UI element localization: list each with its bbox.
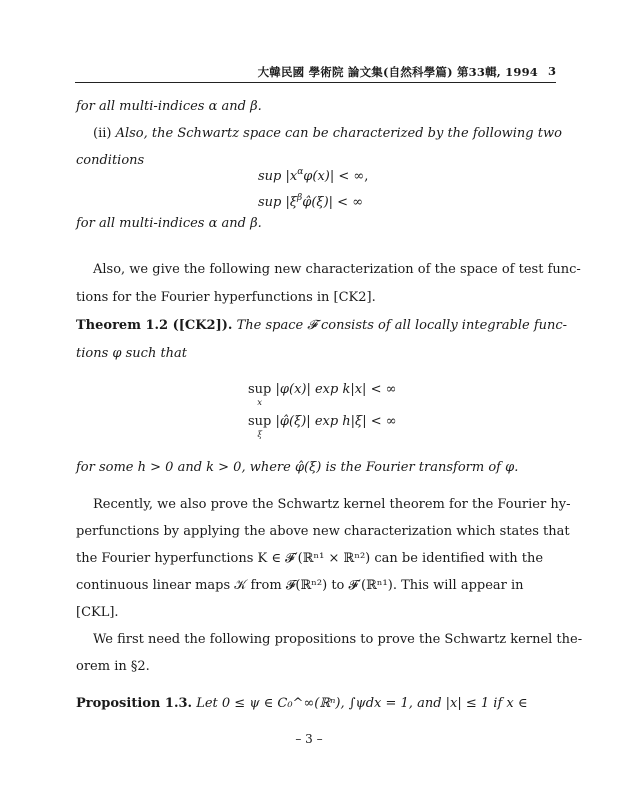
equation-3: sup x |φ(x)| exp k|x| < ∞	[248, 382, 397, 408]
text-line: [CKL].	[76, 605, 119, 620]
text-line: for all multi-indices α and β.	[76, 216, 262, 231]
text-line: Recently, we also prove the Schwartz kernel theorem for the Fourier hy-	[93, 497, 571, 512]
text-line: orem in §2.	[76, 659, 150, 674]
text-line: the Fourier hyperfunctions K ∈ 𝓕′(ℝⁿ¹ × ℝⁿ²) can be identified with the	[76, 551, 544, 566]
equation-4: sup ξ |φ̂(ξ)| exp h|ξ| < ∞	[248, 414, 397, 440]
item-label: (ii)	[93, 126, 116, 141]
text-line: for some h > 0 and k > 0, where φ̂(ξ) is the Fourier transform of φ.	[76, 460, 519, 475]
equation-1: sup $|x^\alpha\varphi(x)|$ < ∞,	[258, 167, 369, 184]
text-line: Also, we give the following new characterization of the space of test func-	[93, 262, 581, 277]
item-text: Also, the Schwartz space can be characterized by the following two	[115, 126, 562, 141]
page-footer: – 3 –	[295, 732, 323, 746]
text-line: conditions	[76, 153, 145, 168]
header-page-number: 3	[547, 64, 556, 78]
theorem-line	[76, 318, 567, 334]
text-line: continuous linear maps 𝒦 from 𝓕(ℝⁿ²) to 𝓕′(ℝⁿ¹). This will appear in	[76, 578, 524, 593]
theorem-label: Theorem 1.2 ([CK2]).	[76, 318, 233, 333]
text-line: We first need the following propositions to prove the Schwartz kernel the-	[93, 632, 583, 647]
proposition-line	[76, 696, 528, 712]
equation-2: sup $|\xi^\beta\varphî(\xi)|$ < ∞	[258, 193, 364, 210]
text-line: tions for the Fourier hyperfunctions in [CK2].	[76, 290, 376, 305]
theorem-text: The space 𝓕 consists of all locally integrable func-	[236, 318, 568, 333]
running-header	[75, 62, 556, 83]
text-line: tions φ such that	[76, 346, 188, 361]
journal-title: 大韓民國 學術院 論文集(自然科學篇) 第33輯, 1994	[257, 65, 538, 79]
proposition-label: Proposition 1.3.	[76, 696, 193, 711]
text-line: perfunctions by applying the above new characterization which states that	[76, 524, 570, 539]
text-line	[93, 126, 562, 142]
text-line: for all multi-indices α and β.	[76, 99, 262, 114]
proposition-text: Let 0 ≤ ψ ∈ C₀^∞(ℝⁿ), ∫ψdx = 1, and |x| ≤ 1 if x ∈	[196, 696, 528, 711]
